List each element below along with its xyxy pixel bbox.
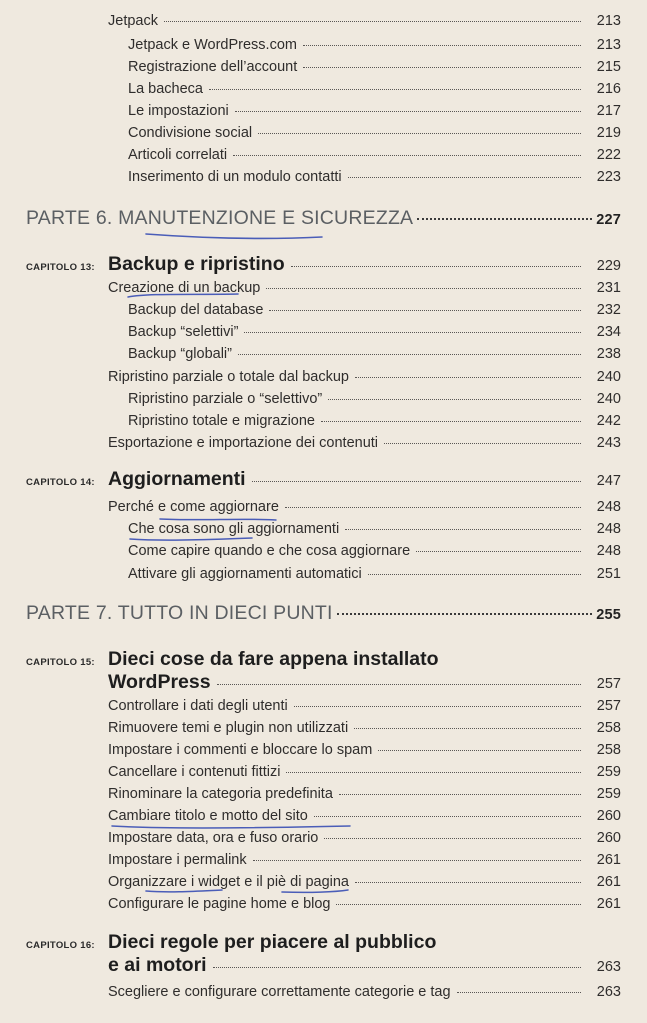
entry-page: 213: [596, 13, 621, 29]
entry-title: Ripristino parziale o “selettivo”: [128, 391, 323, 407]
toc-entry: [108, 830, 621, 846]
toc-entry: [128, 566, 621, 582]
toc-entry: [108, 13, 621, 29]
leader-dots: [253, 860, 581, 861]
toc-entry: [128, 37, 621, 53]
toc-entry: [108, 499, 621, 515]
entry-title: La bacheca: [128, 81, 203, 97]
entry-title: Backup “globali”: [128, 346, 232, 362]
leader-dots: [303, 67, 581, 68]
toc-entry: [128, 103, 621, 119]
leader-dots: [368, 574, 581, 575]
entry-title: Registrazione dell’account: [128, 59, 298, 75]
leader-dots: [164, 21, 581, 22]
toc-entry: [128, 543, 621, 559]
toc-entry: [108, 764, 621, 780]
entry-title: Che cosa sono gli aggiornamenti: [128, 521, 340, 537]
toc-entry: [108, 742, 621, 758]
chapter-heading: [26, 253, 621, 276]
leader-dots: [286, 772, 581, 773]
toc-entry: [128, 169, 621, 185]
entry-page: 258: [596, 742, 621, 758]
toc-entry: [128, 125, 621, 141]
entry-page: 261: [596, 874, 621, 890]
entry-title: Esportazione e importazione dei contenuti: [108, 435, 379, 451]
leader-dots: [416, 551, 581, 552]
leader-dots: [457, 992, 581, 993]
entry-title: Backup “selettivi”: [128, 324, 239, 340]
entry-page: 238: [596, 346, 621, 362]
toc-entry: [128, 81, 621, 97]
leader-dots: [291, 266, 581, 267]
entry-title: Controllare i dati degli utenti: [108, 698, 288, 714]
entry-page: 243: [596, 435, 621, 451]
entry-page: 217: [596, 103, 621, 119]
entry-title: Rinominare la categoria predefinita: [108, 786, 333, 802]
entry-page: 240: [596, 391, 621, 407]
part-heading: [26, 207, 621, 230]
leader-dots: [217, 684, 581, 685]
chapter-label: CAPITOLO 16:: [26, 940, 95, 951]
entry-page: 232: [596, 302, 621, 318]
entry-title: Cambiare titolo e motto del sito: [108, 808, 308, 824]
chapter-label: CAPITOLO 15:: [26, 657, 95, 668]
entry-page: 260: [596, 830, 621, 846]
entry-title: Impostare i commenti e bloccare lo spam: [108, 742, 373, 758]
toc-entry: [128, 324, 621, 340]
entry-title: Jetpack: [108, 13, 158, 29]
chapter-page: 263: [596, 959, 621, 975]
pen-underline: [160, 519, 276, 520]
entry-page: 231: [596, 280, 621, 296]
part-title: PARTE 7. TUTTO IN DIECI PUNTI: [26, 602, 333, 624]
entry-page: 251: [596, 566, 621, 582]
pen-underline: [146, 234, 322, 238]
entry-page: 260: [596, 808, 621, 824]
chapter-title-line2: e ai motori: [108, 954, 207, 976]
toc-entry: [128, 302, 621, 318]
entry-title: Rimuovere temi e plugin non utilizzati: [108, 720, 349, 736]
pen-underline: [146, 890, 222, 892]
entry-title: Impostare i permalink: [108, 852, 247, 868]
entry-title: Come capire quando e che cosa aggiornare: [128, 543, 411, 559]
leader-dots: [348, 177, 581, 178]
toc-entry: [108, 896, 621, 912]
leader-dots: [266, 288, 581, 289]
entry-title: Articoli correlati: [128, 147, 228, 163]
leader-dots: [328, 399, 581, 400]
leader-dots: [235, 111, 581, 112]
toc-entry: [108, 874, 621, 890]
entry-title: Backup del database: [128, 302, 264, 318]
chapter-label: CAPITOLO 14:: [26, 477, 95, 488]
leader-dots: [336, 904, 581, 905]
entry-title: Creazione di un backup: [108, 280, 261, 296]
toc-entry: [108, 369, 621, 385]
entry-title: Condivisione social: [128, 125, 253, 141]
entry-title: Ripristino parziale o totale dal backup: [108, 369, 349, 385]
entry-page: 215: [596, 59, 621, 75]
leader-dots: [238, 354, 581, 355]
part-heading: [26, 602, 621, 625]
leader-dots: [324, 838, 581, 839]
part-page: 227: [596, 212, 621, 228]
leader-dots: [258, 133, 581, 134]
leader-dots: [345, 529, 581, 530]
toc-entry: [108, 786, 621, 802]
entry-page: 257: [596, 698, 621, 714]
toc-entry: [128, 59, 621, 75]
leader-dots: [252, 481, 581, 482]
entry-title: Inserimento di un modulo contatti: [128, 169, 342, 185]
leader-dots: [244, 332, 581, 333]
entry-page: 219: [596, 125, 621, 141]
entry-title: Attivare gli aggiornamenti automatici: [128, 566, 362, 582]
entry-page: 240: [596, 369, 621, 385]
entry-page: 248: [596, 543, 621, 559]
leader-dots: [384, 443, 581, 444]
entry-title: Jetpack e WordPress.com: [128, 37, 297, 53]
leader-dots: [378, 750, 581, 751]
chapter-heading-cont: [26, 671, 621, 694]
toc-entry: [128, 521, 621, 537]
entry-title: Ripristino totale e migrazione: [128, 413, 315, 429]
toc-entry: [108, 280, 621, 296]
leader-dots: [285, 507, 581, 508]
leader-dots: [233, 155, 581, 156]
leader-dots: [354, 728, 581, 729]
entry-title: Cancellare i contenuti fittizi: [108, 764, 281, 780]
toc-entry: [108, 720, 621, 736]
leader-dots: [355, 377, 581, 378]
pen-underline: [282, 890, 348, 892]
chapter-page: 257: [596, 676, 621, 692]
toc-entry: [108, 435, 621, 451]
leader-dots: [337, 613, 593, 615]
entry-page: 258: [596, 720, 621, 736]
leader-dots: [294, 706, 581, 707]
leader-dots: [213, 967, 581, 968]
leader-dots: [339, 794, 581, 795]
chapter-heading: [26, 468, 621, 491]
chapter-heading: [26, 931, 621, 954]
toc-entry: [128, 413, 621, 429]
toc-entry: [108, 852, 621, 868]
entry-title: Configurare le pagine home e blog: [108, 896, 331, 912]
toc-entry: [128, 346, 621, 362]
toc-entry: [108, 984, 621, 1000]
entry-page: 242: [596, 413, 621, 429]
entry-page: 261: [596, 852, 621, 868]
entry-page: 248: [596, 521, 621, 537]
chapter-heading-cont: [26, 954, 621, 977]
entry-title: Impostare data, ora e fuso orario: [108, 830, 319, 846]
toc-entry: [108, 698, 621, 714]
leader-dots: [269, 310, 581, 311]
chapter-title: Aggiornamenti: [108, 468, 246, 490]
toc-entry: [128, 147, 621, 163]
leader-dots: [417, 218, 592, 220]
entry-page: 263: [596, 984, 621, 1000]
entry-page: 216: [596, 81, 621, 97]
chapter-title-line1: Dieci cose da fare appena installato: [108, 648, 439, 670]
chapter-page: 229: [596, 258, 621, 274]
part-page: 255: [596, 607, 621, 623]
leader-dots: [321, 421, 581, 422]
entry-page: 259: [596, 786, 621, 802]
part-title: PARTE 6. MANUTENZIONE E SICUREZZA: [26, 207, 414, 229]
entry-page: 213: [596, 37, 621, 53]
entry-page: 222: [596, 147, 621, 163]
entry-title: Le impostazioni: [128, 103, 229, 119]
entry-page: 234: [596, 324, 621, 340]
chapter-page: 247: [596, 473, 621, 489]
chapter-title-line2: WordPress: [108, 671, 211, 693]
chapter-heading: [26, 648, 621, 671]
leader-dots: [209, 89, 581, 90]
leader-dots: [303, 45, 581, 46]
chapter-label: CAPITOLO 13:: [26, 262, 95, 273]
entry-page: 259: [596, 764, 621, 780]
toc-entry: [128, 391, 621, 407]
entry-page: 248: [596, 499, 621, 515]
toc-entry: [108, 808, 621, 824]
entry-title: Perché e come aggiornare: [108, 499, 279, 515]
entry-title: Scegliere e configurare correttamente categorie e tag: [108, 984, 451, 1000]
entry-page: 223: [596, 169, 621, 185]
pen-underline: [112, 826, 350, 828]
leader-dots: [355, 882, 581, 883]
entry-page: 261: [596, 896, 621, 912]
leader-dots: [314, 816, 581, 817]
entry-title: Organizzare i widget e il piè di pagina: [108, 874, 349, 890]
pen-underline: [130, 538, 252, 540]
chapter-title: Backup e ripristino: [108, 253, 285, 275]
chapter-title-line1: Dieci regole per piacere al pubblico: [108, 931, 437, 953]
